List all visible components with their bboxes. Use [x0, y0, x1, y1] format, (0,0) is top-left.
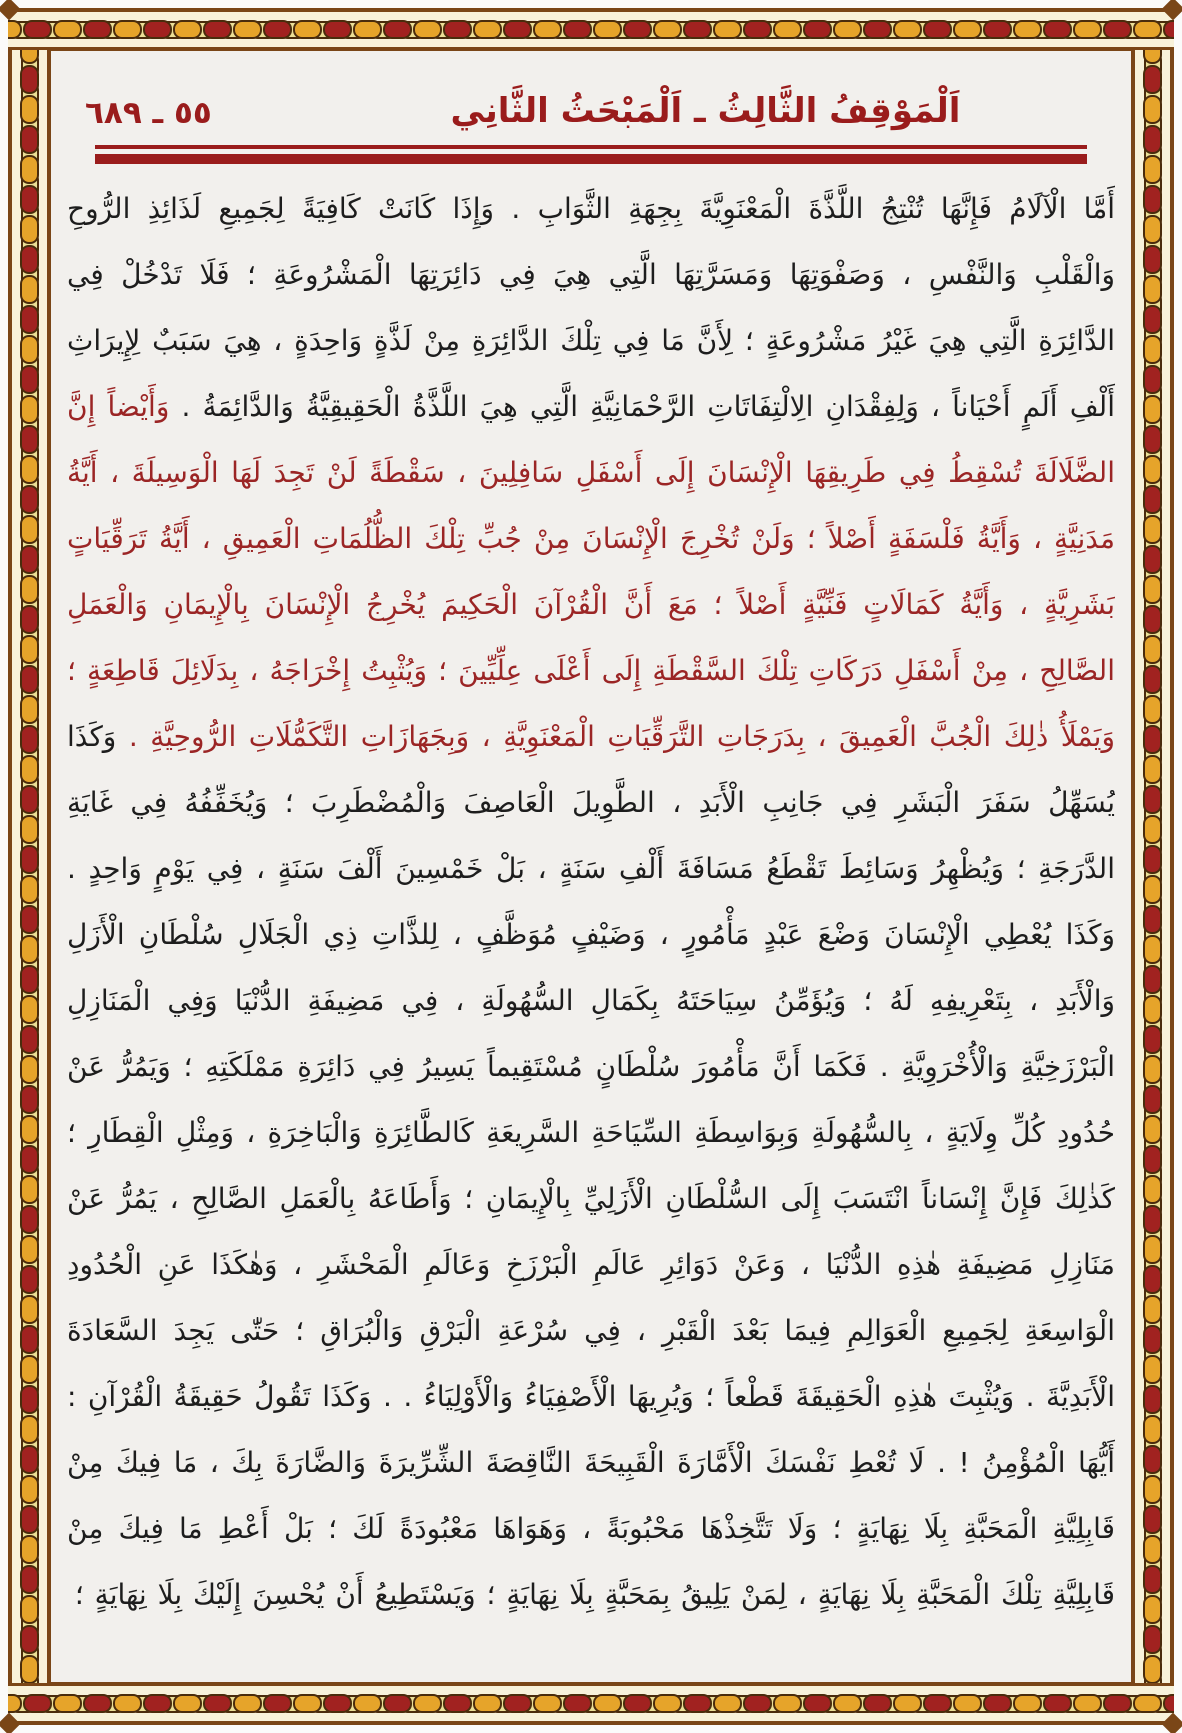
header-divider-thick	[95, 154, 1087, 164]
body-text	[67, 176, 1115, 1641]
page-header	[51, 51, 1131, 131]
ornamental-border-top	[8, 8, 1174, 51]
ornamental-border-bottom	[8, 1682, 1174, 1725]
body-segment: وَكَذَا يُسَهِّلُ سَفَرَ الْبَشَرِ فِي جَانِبِ الْأَبَدِ ، الطَّوِيلَ الْعَاصِفَ وَالْمُضْطَرِبَ ؛ وَيُخَفِّفُهُ فِي غَايَةِ الدَّرَجَةِ ؛ وَيُظْهِرُ وَسَائِطَ تَقْطَعُ مَسَافَةَ أَلْفِ سَنَةٍ ، بَلْ خَمْسِينَ أَلْفَ سَنَةٍ ، فِي يَوْمٍ وَاحِدٍ . وَكَذَا يُعْطِي الْإِنْسَانَ وَضْعَ عَبْدٍ مَأْمُورٍ ، وَضَيْفٍ مُوَظَّفٍ ، لِلذَّاتِ ذِي الْجَلَالِ سُلْطَانِ الْأَزَلِ وَالْأَبَدِ ، بِتَعْرِيفِهِ لَهُ ؛ وَيُؤَمِّنُ سِيَاحَتَهُ بِكَمَالِ السُّهُولَةِ ، فِي مَضِيفَةِ الدُّنْيَا وَفِي الْمَنَازِلِ الْبَرْزَخِيَّةِ وَالْأُخْرَوِيَّةِ . فَكَمَا أَنَّ مَأْمُورَ سُلْطَانٍ مُسْتَقِيماً يَسِيرُ فِي دَائِرَةِ مَمْلَكَتِهِ ؛ وَيَمُرُّ عَنْ حُدُودِ كُلِّ وِلَايَةٍ ، بِالسُّهُولَةِ وَبِوَاسِطَةِ السِّيَاحَةِ السَّرِيعَةِ كَالطَّائِرَةِ وَالْبَاخِرَةِ ، وَمِثْلِ الْقِطَارِ ؛ كَذٰلِكَ فَإِنَّ إِنْسَاناً انْتَسَبَ إِلَى السُّلْطَانِ الْأَزَلِيِّ بِالْإِيمَانِ ؛ وَأَطَاعَهُ بِالْعَمَلِ الصَّالِحِ ، يَمُرُّ عَنْ مَنَازِلِ مَضِيفَةِ هٰذِهِ الدُّنْيَا ، وَعَنْ دَوَائِرِ عَالَمِ الْبَرْزَخِ وَعَالَمِ الْمَحْشَرِ ، وَهٰكَذَا عَنِ الْحُدُودِ الْوَاسِعَةِ لِجَمِيعِ الْعَوَالِمِ فِيمَا بَعْدَ الْقَبْرِ ، فِي سُرْعَةِ الْبَرْقِ وَالْبُرَاقِ ؛ حَتّٰى يَجِدَ السَّعَادَةَ الْأَبَدِيَّةَ . وَيُثْبِتَ هٰذِهِ الْحَقِيقَةَ قَطْعاً ؛ وَيُرِيهَا الْأَصْفِيَاءُ وَالْأَوْلِيَاءُ . . وَكَذَا تَقُولُ حَقِيقَةُ الْقُرْآنِ : أَيُّهَا الْمُؤْمِنُ ! . لَا تُعْطِ نَفْسَكَ الْأَمَّارَةَ الْقَبِيحَةَ النَّاقِصَةَ الشِّرِّيرَةَ وَالضَّارَةَ بِكَ ، مَا فِيكَ مِنْ قَابِلِيَّةِ الْمَحَبَّةِ بِلَا نِهَايَةٍ ؛ وَلَا تَتَّخِذْهَا مَحْبُوبَةً ، وَهَوَاهَا مَعْبُودَةً لَكَ ؛ بَلْ أَعْطِ مَا فِيكَ مِنْ قَابِلِيَّةِ تِلْكَ الْمَحَبَّةِ بِلَا نِهَايَةٍ ، لِمَنْ يَلِيقُ بِمَحَبَّةٍ بِلَا نِهَايَةٍ ؛ وَيَسْتَطِيعُ أَنْ يُحْسِنَ إِلَيْكَ بِلَا نِهَايَةٍ ؛	[67, 720, 1115, 1611]
page-sheet	[51, 51, 1131, 1682]
page-number: ٥٥ ـ ٦٨٩	[85, 95, 212, 131]
header-divider-thin	[95, 145, 1087, 149]
body-segment: أَمَّا الْآلَامُ فَإِنَّهَا تُنْتِجُ اللَّذَّةَ الْمَعْنَوِيَّةَ بِجِهَةِ الثَّوَابِ . وَإِذَا كَانَتْ كَافِيَةً لِجَمِيعِ لَذَائِذِ الرُّوحِ وَالْقَلْبِ وَالنَّفْسِ ، وَصَفْوَتِهَا وَمَسَرَّتِهَا الَّتِي هِيَ فِي دَائِرَتِهَا الْمَشْرُوعَةِ ؛ فَلَا تَدْخُلْ فِي الدَّائِرَةِ الَّتِي هِيَ غَيْرُ مَشْرُوعَةٍ ؛ لِأَنَّ مَا فِي تِلْكَ الدَّائِرَةِ مِنْ لَذَّةٍ وَاحِدَةٍ ، هِيَ سَبَبٌ لِإِيرَاثِ أَلْفِ أَلَمٍ أَحْيَاناً ، وَلِفِقْدَانِ الِالْتِفَاتَاتِ الرَّحْمَانِيَّةِ الَّتِي هِيَ اللَّذَّةُ الْحَقِيقِيَّةُ وَالدَّائِمَةُ .	[67, 192, 1115, 423]
chapter-title: اَلْمَوْقِفُ الثَّالِثُ ـ اَلْمَبْحَثُ الثَّانِي	[450, 91, 961, 131]
ornamental-border-left	[8, 50, 51, 1683]
body-segment-highlighted: وَأَيْضاً إِنَّ الضَّلَالَةَ تُسْقِطُ فِي طَرِيقِهَا الْإِنْسَانَ إِلَى أَسْفَلِ سَافِلِينَ ، سَقْطَةً لَنْ تَجِدَ لَهَا الْوَسِيلَةَ ، أَيَّةُ مَدَنِيَّةٍ ، وَأَيَّةُ فَلْسَفَةٍ أَصْلاً ؛ وَلَنْ تُخْرِجَ الْإِنْسَانَ مِنْ جُبِّ تِلْكَ الظُّلُمَاتِ الْعَمِيقِ ، أَيَّةُ تَرَقِّيَاتٍ بَشَرِيَّةٍ ، وَأَيَّةُ كَمَالَاتٍ فَنِّيَّةٍ أَصْلاً ؛ مَعَ أَنَّ الْقُرْآنَ الْحَكِيمَ يُخْرِجُ الْإِنْسَانَ بِالْإِيمَانِ وَالْعَمَلِ الصَّالِحِ ، مِنْ أَسْفَلِ دَرَكَاتِ تِلْكَ السَّقْطَةِ إِلَى أَعْلَى عِلِّيِّينَ ؛ وَيُثْبِتُ إِخْرَاجَهُ ، بِدَلَائِلَ قَاطِعَةٍ ؛ وَيَمْلَأُ ذٰلِكَ الْجُبَّ الْعَمِيقَ ، بِدَرَجَاتِ التَّرَقِّيَاتِ الْمَعْنَوِيَّةِ ، وَبِجَهَازَاتِ التَّكَمُّلَاتِ الرُّوحِيَّةِ .	[67, 390, 1115, 753]
ornamental-border-right	[1131, 50, 1174, 1683]
